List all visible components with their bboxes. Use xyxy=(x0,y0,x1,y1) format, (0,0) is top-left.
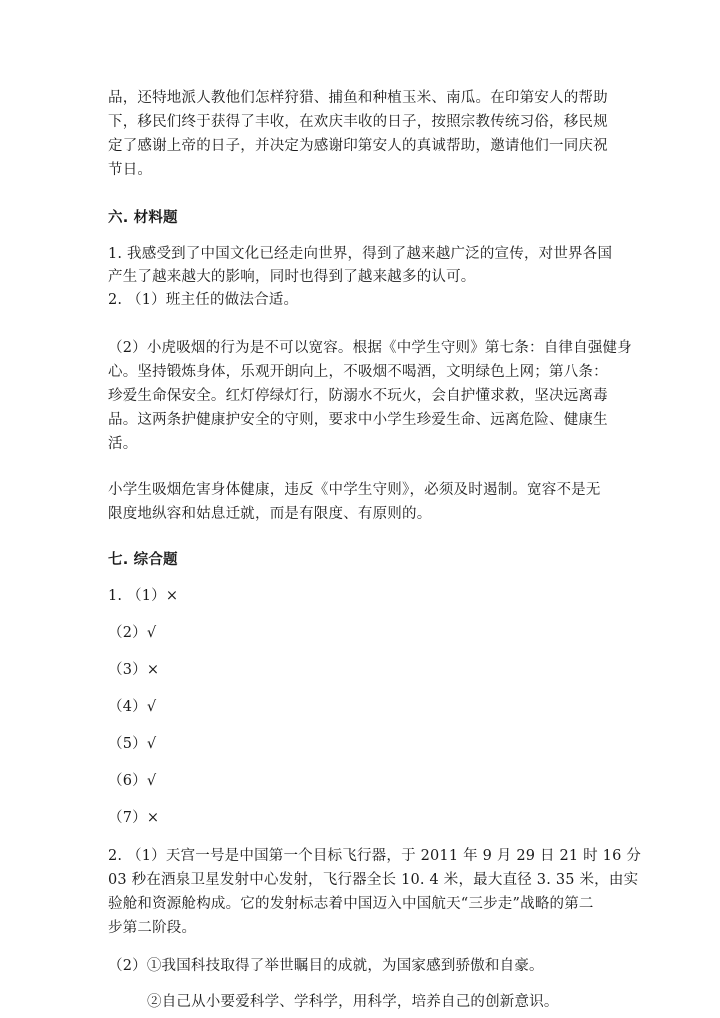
section-7-q1-item: （7）× xyxy=(108,810,160,826)
section-6-heading: 六. 材料题 xyxy=(108,210,178,226)
section-7-q2-part1-line: 03 秒在酒泉卫星发射中心发射，飞行器全长 10. 4 米，最大直径 3. 35 米，由实 xyxy=(108,872,639,888)
intro-line: 品，还特地派人教他们怎样狩猎、捕鱼和种植玉米、南瓜。在印第安人的帮助 xyxy=(108,90,608,106)
section-7-q1-item: （2）√ xyxy=(108,625,157,641)
section-7-q1-item: （5）√ xyxy=(108,736,157,752)
section-6-q2-part2-line: （2）小虎吸烟的行为是不可以宽容。根据《中学生守则》第七条：自律自强健身 xyxy=(108,340,632,356)
section-7-q1-item: （3）× xyxy=(108,662,160,678)
section-7-q2-part1-line: 步第二阶段。 xyxy=(108,920,197,936)
section-6-q2-part2-line: 心。坚持锻炼身体，乐观开朗向上，不吸烟不喝酒，文明绿色上网；第八条： xyxy=(108,364,608,380)
section-6-q2-part2-line: 珍爱生命保安全。红灯停绿灯行，防溺水不玩火，会自护懂求救，坚决远离毒 xyxy=(108,388,608,404)
section-7-q2-part2-line: （2）①我国科技取得了举世瞩目的成就，为国家感到骄傲和自豪。 xyxy=(108,958,544,974)
section-7-q2-part1-line: 验舱和资源舱构成。它的发射标志着中国迈入中国航天“三步走”战略的第二 xyxy=(108,896,594,912)
section-6-conclusion-line: 小学生吸烟危害身体健康，违反《中学生守则》，必须及时遏制。宽容不是无 xyxy=(108,482,601,498)
section-7-q2-part2-line: ②自己从小要爱科学、学科学，用科学，培养自己的创新意识。 xyxy=(147,994,559,1010)
section-6-q2-intro: 2. （1）班主任的做法合适。 xyxy=(108,292,299,308)
intro-line: 定了感谢上帝的日子，并决定为感谢印第安人的真诚帮助，邀请他们一同庆祝 xyxy=(108,138,608,154)
section-6-q2-part2-line: 品。这两条护健康护安全的守则，要求中小学生珍爱生命、远离危险、健康生 xyxy=(108,412,608,428)
section-6-q1-line: 产生了越来越大的影响，同时也得到了越来越多的认可。 xyxy=(108,269,476,285)
section-6-conclusion-line: 限度地纵容和姑息迁就，而是有限度、有原则的。 xyxy=(108,506,432,522)
intro-line: 下，移民们终于获得了丰收，在欢庆丰收的日子，按照宗教传统习俗，移民规 xyxy=(108,114,608,130)
section-7-heading: 七. 综合题 xyxy=(108,552,178,568)
intro-line: 节日。 xyxy=(108,162,153,178)
section-6-q1-line: 1. 我感受到了中国文化已经走向世界，得到了越来越广泛的宣传，对世界各国 xyxy=(108,246,613,262)
section-7-q2-part1-line: 2. （1）天宫一号是中国第一个目标飞行器，于 2011 年 9 月 29 日 21 时 16 分 xyxy=(108,848,642,864)
section-7-q1-item: （4）√ xyxy=(108,699,157,715)
section-7-q1-item: （6）√ xyxy=(108,773,157,789)
section-6-q2-part2-line: 活。 xyxy=(108,436,138,452)
section-7-q1-item: 1. （1）× xyxy=(108,588,179,604)
